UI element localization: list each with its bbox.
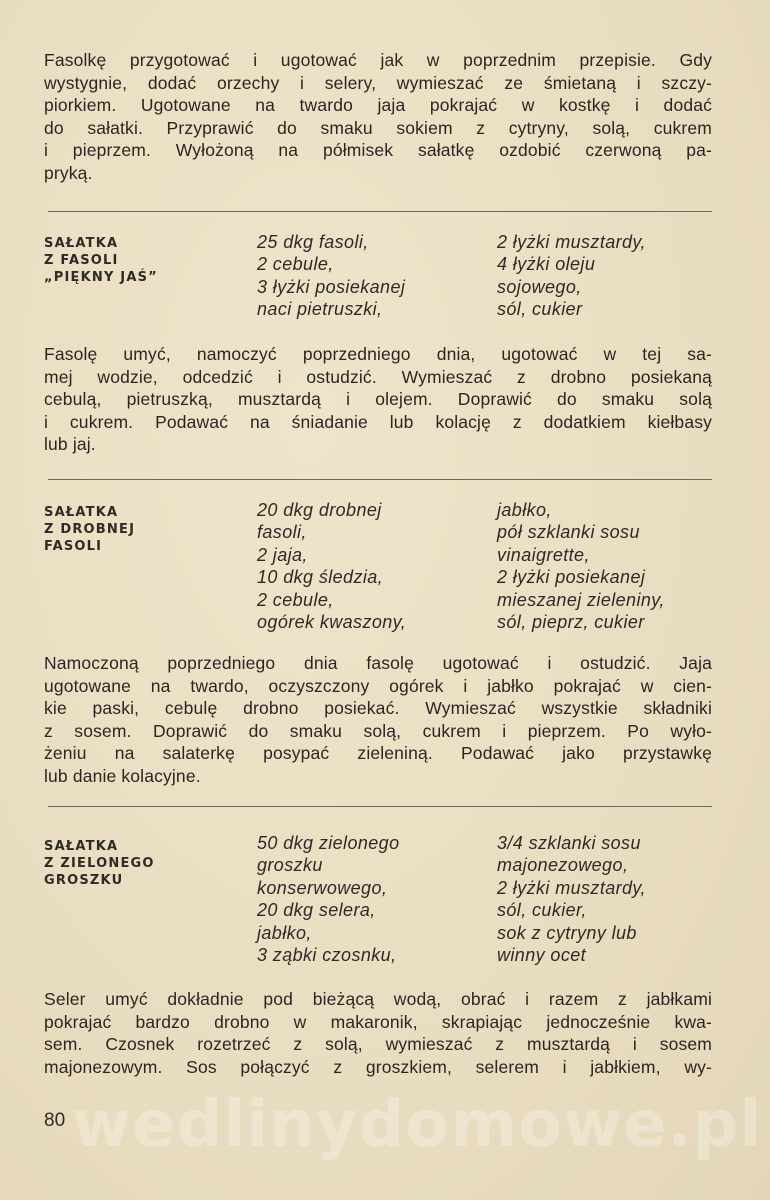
method-paragraph — [44, 988, 712, 1078]
section-divider — [48, 806, 712, 807]
ingredients-right: 2 łyżki musztardy, 4 łyżki oleju sojowego, sól, cukier — [497, 232, 646, 320]
text-line: kie paski, cebulę drobno posiekać. Wymieszać wszystkie składniki — [44, 698, 712, 719]
text-line: Fasolkę przygotować i ugotować jak w poprzednim przepisie. Gdy — [44, 50, 712, 70]
recipe-title: SAŁATKA Z ZIELONEGO GROSZKU — [44, 839, 155, 888]
ingredients-right: 3/4 szklanki sosu majonezowego, 2 łyżki musztardy, sól, cukier, sok z cytryny lub winny ocet — [497, 833, 646, 966]
text-line: mej wodzie, odcedzić i ostudzić. Wymieszać z drobno posiekaną — [44, 366, 712, 387]
text-line: wystygnie, dodać orzechy i selery, wymieszać ze śmietaną i szczy- — [44, 72, 712, 93]
watermark: wedlinydomowe.pl — [72, 1088, 763, 1162]
ingredients-right: jabłko, pół szklanki sosu vinaigrette, 2 łyżki posiekanej mieszanej zieleniny, sól, pieprz, cukier — [497, 500, 665, 633]
section-divider — [48, 211, 712, 212]
text-line: ugotowane na twardo, oczyszczony ogórek i jabłko pokrajać w cien- — [44, 675, 712, 696]
ingredients-left: 50 dkg zielonego groszku konserwowego, 20 dkg selera, jabłko, 3 ząbki czosnku, — [257, 833, 400, 966]
text-line: pryką. — [44, 162, 93, 183]
text-line: do sałatki. Przyprawić do smaku sokiem z cytryny, solą, cukrem — [44, 117, 712, 138]
text-line: i pieprzem. Wyłożoną na półmisek sałatkę ozdobić czerwoną pa- — [44, 140, 712, 161]
recipe-title: SAŁATKA Z DROBNEJ FASOLI — [44, 505, 136, 554]
text-line: majonezowym. Sos połączyć z groszkiem, selerem i jabłkiem, wy- — [44, 1056, 712, 1077]
text-line: żeniu na salaterkę posypać zieleniną. Podawać jako przystawkę — [44, 743, 712, 764]
ingredients-left: 25 dkg fasoli, 2 cebule, 3 łyżki posiekanej naci pietruszki, — [257, 232, 406, 320]
text-line: sem. Czosnek rozetrzeć z solą, wymieszać z musztardą i sosem — [44, 1034, 712, 1055]
page-number: 80 — [44, 1110, 66, 1131]
section-divider — [48, 479, 712, 480]
text-line: z sosem. Doprawić do smaku solą, cukrem i pieprzem. Po wyło- — [44, 720, 712, 741]
text-line: lub jaj. — [44, 434, 96, 455]
text-line: Seler umyć dokładnie pod bieżącą wodą, obrać i razem z jabłkami — [44, 989, 712, 1009]
method-paragraph — [44, 343, 712, 456]
text-line: Fasolę umyć, namoczyć poprzedniego dnia, ugotować w tej sa- — [44, 344, 712, 364]
text-line: lub danie kolacyjne. — [44, 765, 201, 786]
text-line: i cukrem. Podawać na śniadanie lub kolację z dodatkiem kiełbasy — [44, 411, 712, 432]
text-line: pokrajać bardzo drobno w makaronik, skrapiając jednocześnie kwa- — [44, 1011, 712, 1032]
text-line: Namoczoną poprzedniego dnia fasolę ugotować i ostudzić. Jaja — [44, 653, 712, 673]
recipe-title: SAŁATKA Z FASOLI „PIĘKNY JAŚ” — [44, 236, 158, 285]
ingredients-left: 20 dkg drobnej fasoli, 2 jaja, 10 dkg śledzia, 2 cebule, ogórek kwaszony, — [257, 500, 407, 633]
text-line: cebulą, pietruszką, musztardą i olejem. Doprawić do smaku solą — [44, 389, 712, 410]
intro-paragraph — [44, 49, 712, 185]
text-line: piorkiem. Ugotowane na twardo jaja pokrajać w kostkę i dodać — [44, 95, 712, 116]
method-paragraph — [44, 652, 712, 788]
